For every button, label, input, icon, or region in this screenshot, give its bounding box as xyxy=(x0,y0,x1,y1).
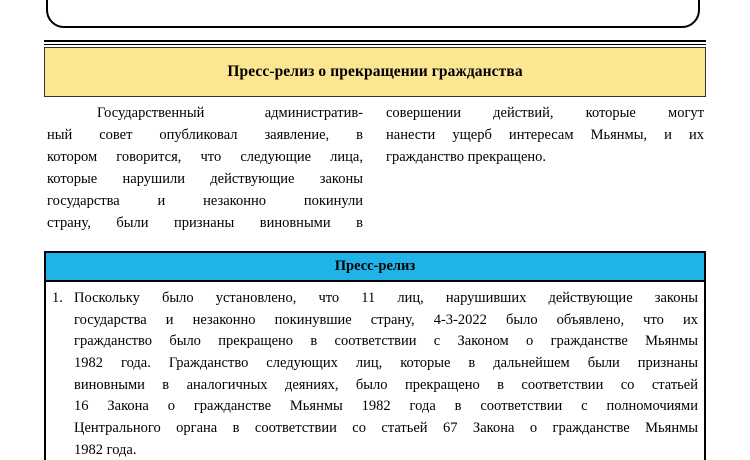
title-banner xyxy=(44,47,706,97)
divider-rule xyxy=(44,40,706,42)
intro-line: нанести ущерб интересам Мьянмы, и их xyxy=(386,127,704,143)
intro-line: гражданство прекращено. xyxy=(386,149,547,165)
intro-line: Государственный административ- xyxy=(97,105,363,121)
item-line: 16 Закона о гражданстве Мьянмы 1982 года в соответствии с полномочиями xyxy=(74,398,698,415)
top-frame-box xyxy=(46,0,700,28)
item-line: 1982 года. Гражданство следующих лиц, которые в дальнейшем были признаны xyxy=(74,355,698,372)
intro-line: совершении действий, которые могут xyxy=(386,105,704,121)
item-line: гражданство было прекращено в соответствии с Законом о гражданстве Мьянмы xyxy=(74,333,698,350)
intro-line: государства и незаконно покинули xyxy=(47,193,363,209)
press-release-heading: Пресс-релиз xyxy=(334,258,416,274)
item-line: Центрального органа в соответствии со статьей 67 Закона о гражданстве Мьянмы xyxy=(74,420,698,437)
intro-line: ный совет опубликовал заявление, в xyxy=(47,127,363,143)
item-line: Поскольку было установлено, что 11 лиц, нарушивших действующие законы xyxy=(74,290,698,306)
intro-line: котором говорится, что следующие лица, xyxy=(47,149,363,165)
list-item-text xyxy=(74,288,698,460)
press-release-header xyxy=(44,251,706,282)
item-line: виновными в аналогичных деяниях, было прекращено в соответствии со статьей xyxy=(74,376,698,393)
intro-line: которые нарушили действующие законы xyxy=(47,171,363,187)
list-item-number: 1. xyxy=(52,290,63,306)
item-line: государства и незаконно покинувшие страну, 4-3-2022 было объявлено, что их xyxy=(74,311,698,328)
page-title: Пресс-релиз о прекращении гражданства xyxy=(227,63,523,80)
press-release-body xyxy=(44,282,706,460)
intro-column-right xyxy=(386,102,704,168)
intro-line: страну, были признаны виновными в xyxy=(47,215,363,231)
divider-rule-thin xyxy=(44,44,706,45)
intro-column-left xyxy=(47,102,363,234)
item-line: 1982 года. xyxy=(74,441,137,458)
